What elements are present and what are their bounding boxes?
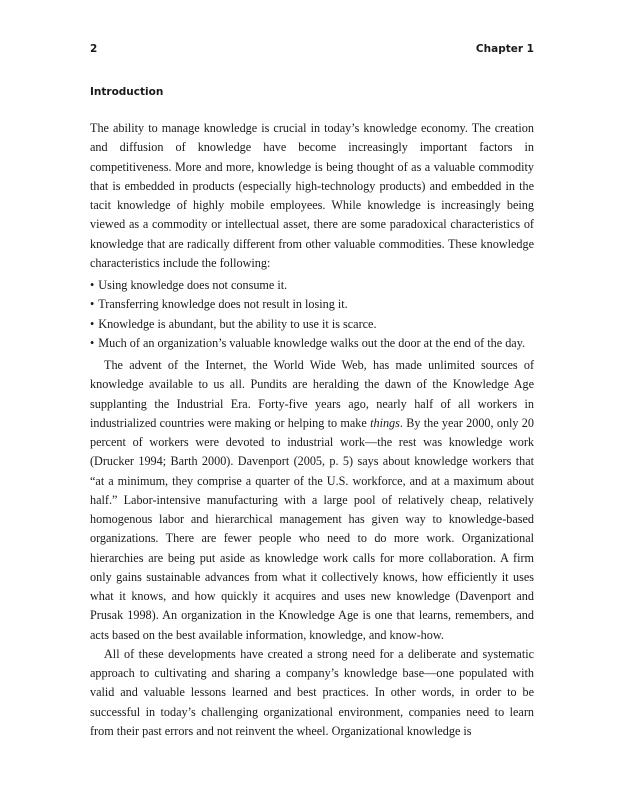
paragraph-developments: All of these developments have created a strong need for a deliberate and systematic approach to cultivating and sharing a company’s knowledge base—one populated with valid and valuable lessons learned and best practices. In other words, in order to be successful in today’s challenging organizational environment, companies need to learn from their past errors and not reinvent the wheel. Organizational knowledge is	[90, 646, 534, 738]
paragraph-text: The advent of the Internet, the World Wide Web, has made unlimited sources of knowledge available to us all. Pundits are heralding the dawn of the Knowledge Age supplanting the Industrial Era. Forty-five years ago, nearly half of all workers in industrialized countries were making or helping to make	[90, 358, 534, 430]
body-text	[90, 119, 534, 741]
section-heading: Introduction	[90, 86, 164, 98]
paragraph-text: . By the year 2000, only 20 percent of workers were devoted to industrial work—the rest was knowledge work (Drucker 1994; Barth 2000). Davenport (2005, p. 5) says about knowledge workers that “at a minimum, they comprise a quarter of the U.S. workforce, and at a maximum about half.” Labor-intensive manufacturing with a large pool of relatively cheap, relatively homogenous labor and hierarchical management has given way to knowledge-based organizations. There are fewer people who need to do more work. Organizational hierarchies are being put aside as knowledge work calls for more collaboration. A firm only gains sustainable advances from what it collectively knows, how efficiently it uses what it knows, and how quickly it acquires and uses new knowledge (Davenport and Prusak 1998). An organization in the Knowledge Age is one that learns, remembers, and acts based on the best available information, knowledge, and know-how.	[90, 415, 534, 642]
page-number: 2	[90, 43, 98, 55]
list-item: • Much of an organization’s valuable knowledge walks out the door at the end of the day.	[90, 334, 534, 353]
list-item: • Using knowledge does not consume it.	[90, 276, 534, 295]
paragraph-internet	[90, 356, 534, 645]
characteristics-list	[90, 276, 534, 353]
emphasis-text: things	[370, 415, 400, 430]
paragraph-intro: The ability to manage knowledge is crucial in today’s knowledge economy. The creation and diffusion of knowledge have become increasingly important factors in competitiveness. More and more, knowledge is being thought of as a valuable commodity that is embedded in products (especially high-technology products) and embedded in the tacit knowledge of highly mobile employees. While knowledge is increasingly being viewed as a commodity or intellectual asset, there are some paradoxical characteristics of knowledge that are radically different from other valuable commodities. These knowledge characteristics include the following:	[90, 121, 534, 270]
list-item: • Knowledge is abundant, but the ability to use it is scarce.	[90, 315, 534, 334]
running-header	[90, 43, 534, 59]
chapter-label: Chapter 1	[475, 43, 534, 55]
list-item: • Transferring knowledge does not result in losing it.	[90, 295, 534, 314]
document-page	[90, 0, 534, 800]
